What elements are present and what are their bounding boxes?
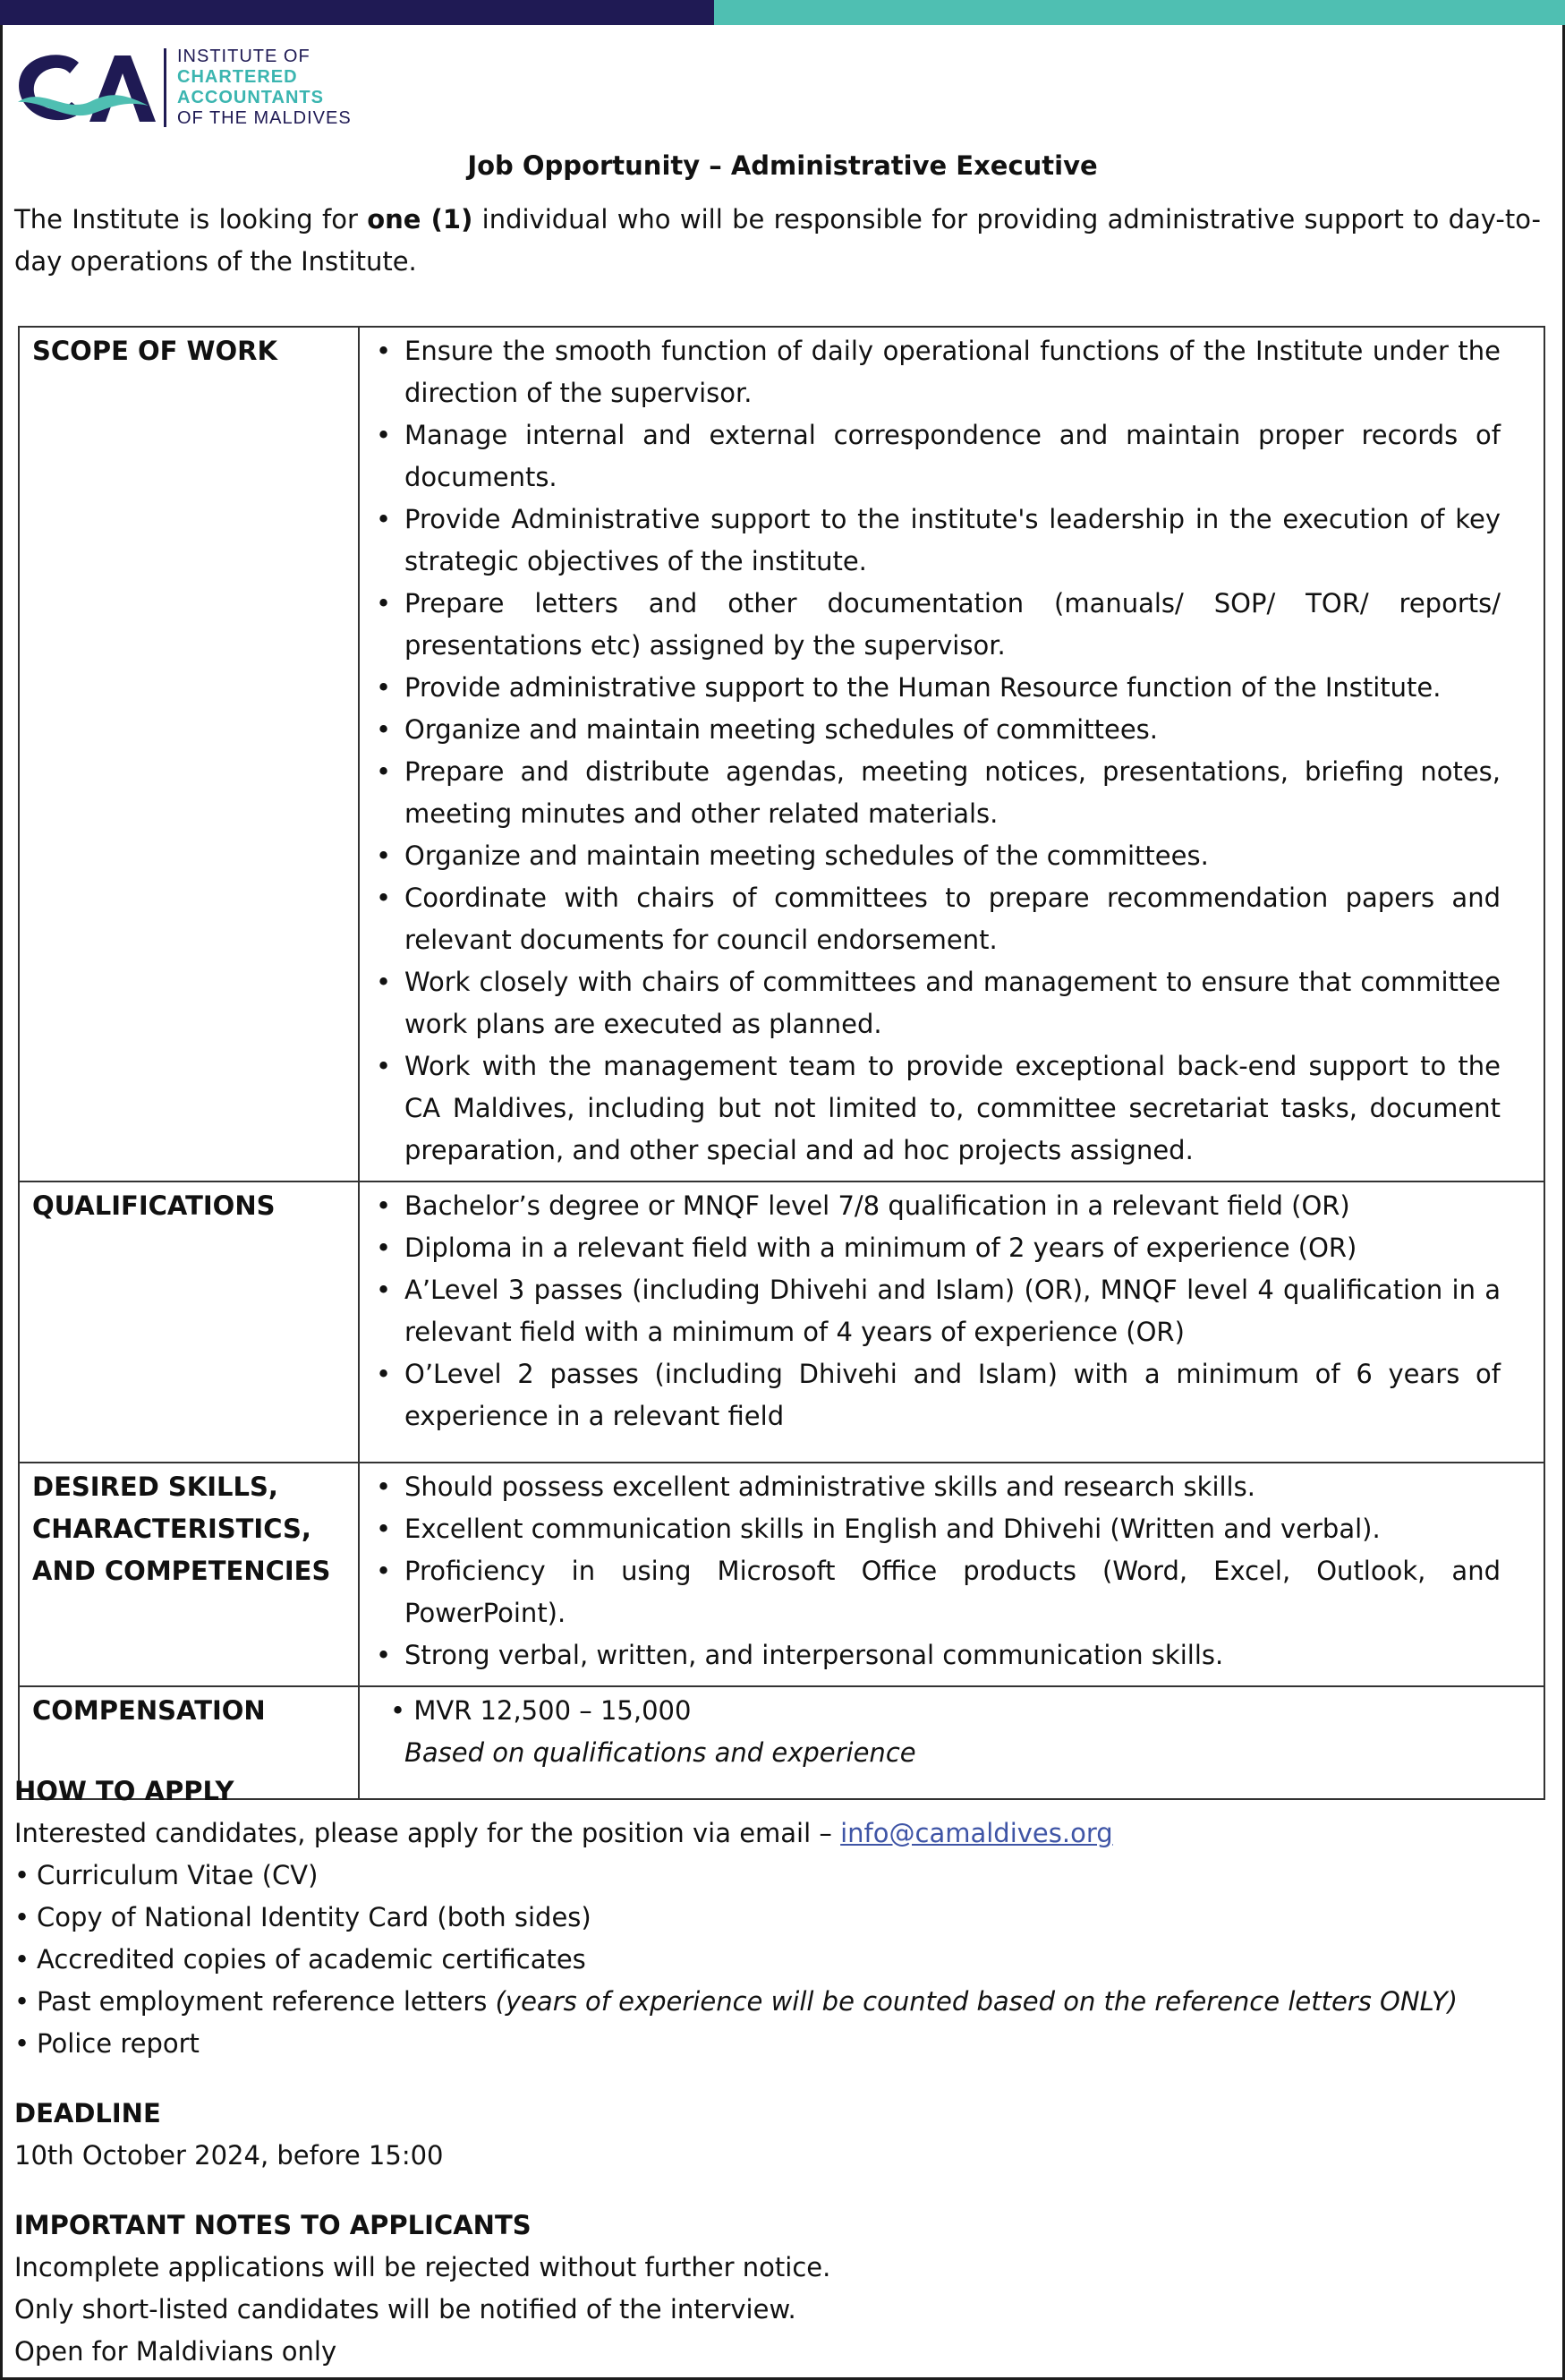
note-line: Incomplete applications will be rejected without further notice. [14, 2252, 831, 2282]
skills-label-line: AND COMPETENCIES [32, 1556, 331, 1586]
list-item: • Strong verbal, written, and interpersonal communication skills. [404, 1634, 1501, 1676]
note-line: Only short-listed candidates will be notified of the interview. [14, 2294, 796, 2325]
logo-line-1: INSTITUTE OF [177, 47, 310, 66]
list-item: • Excellent communication skills in English and Dhivehi (Written and verbal). [404, 1508, 1501, 1550]
skills-label-line: CHARACTERISTICS, [32, 1514, 311, 1544]
list-item: • A’Level 3 passes (including Dhivehi and Islam) (OR), MNQF level 4 qualification in a relevant field with a minimum of 4 years of experience (OR) [404, 1269, 1501, 1353]
list-item: • Accredited copies of academic certificates [37, 1939, 1544, 1981]
skills-list [372, 1466, 1501, 1676]
intro-count: one (1) [367, 204, 473, 235]
deadline-text: 10th October 2024, before 15:00 [14, 2140, 444, 2171]
skills-label [19, 1463, 359, 1686]
compensation-amount-text: MVR 12,500 – 15,000 [413, 1695, 692, 1726]
logo-line-3: ACCOUNTANTS [177, 88, 324, 107]
list-item: • Manage internal and external correspondence and maintain proper records of documents. [404, 414, 1501, 499]
page-title: Job Opportunity – Administrative Executive [467, 150, 1098, 181]
skills-body [359, 1463, 1544, 1686]
qualifications-row [19, 1181, 1544, 1463]
intro-paragraph [14, 199, 1541, 283]
list-item: • Work with the management team to provide exceptional back-end support to the CA Maldives, including but not limited to, committee secretariat tasks, document preparation, and other special and ad hoc projects assigned. [404, 1045, 1501, 1172]
logo-wordmark [177, 47, 352, 129]
list-item: • Should possess excellent administrative skills and research skills. [404, 1466, 1501, 1508]
how-to-apply-heading: HOW TO APPLY [14, 1776, 234, 1806]
ca-logo-mark-icon [14, 47, 157, 129]
email-link[interactable]: info@camaldives.org [840, 1818, 1113, 1848]
skills-row [19, 1463, 1544, 1686]
list-item: • Police report [37, 2023, 1544, 2065]
apply-instruction [14, 1813, 1544, 1855]
header-bar-navy [0, 0, 714, 25]
scope-row [19, 327, 1544, 1181]
list-item [37, 1981, 1544, 2023]
list-item: • Curriculum Vitae (CV) [37, 1855, 1544, 1897]
list-item: • Bachelor’s degree or MNQF level 7/8 qualification in a relevant field (OR) [404, 1185, 1501, 1227]
list-item: • Organize and maintain meeting schedules of committees. [404, 709, 1501, 751]
list-item: • Provide administrative support to the Human Resource function of the Institute. [404, 667, 1501, 709]
logo-line-4: OF THE MALDIVES [177, 108, 352, 128]
scope-body [359, 327, 1544, 1181]
ca-logo [14, 45, 363, 131]
list-item: • Diploma in a relevant field with a minimum of 2 years of experience (OR) [404, 1227, 1501, 1269]
header-bar-teal [714, 0, 1565, 25]
list-item: • Organize and maintain meeting schedules of the committees. [404, 835, 1501, 877]
doc-text: Past employment reference letters [37, 1986, 496, 2017]
scope-label: SCOPE OF WORK [19, 327, 359, 1181]
list-item: • Prepare and distribute agendas, meeting notices, presentations, briefing notes, meeting minutes and other related materials. [404, 751, 1501, 835]
list-item: • Proficiency in using Microsoft Office products (Word, Excel, Outlook, and PowerPoint). [404, 1550, 1501, 1634]
scope-list [372, 330, 1501, 1172]
deadline-heading: DEADLINE [14, 2098, 161, 2128]
qualifications-list [372, 1185, 1501, 1437]
job-spec-table [18, 326, 1545, 1800]
list-item: • Work closely with chairs of committees and management to ensure that committee work plans are executed as planned. [404, 961, 1501, 1045]
reference-note: (years of experience will be counted based on the reference letters ONLY) [495, 1986, 1458, 2017]
notes-heading: IMPORTANT NOTES TO APPLICANTS [14, 2210, 532, 2240]
compensation-note: Based on qualifications and experience [404, 1737, 916, 1768]
application-info [14, 1770, 1544, 2373]
list-item: • O’Level 2 passes (including Dhivehi and Islam) with a minimum of 6 years of experience in a relevant field [404, 1353, 1501, 1437]
list-item: • Provide Administrative support to the institute's leadership in the execution of key strategic objectives of the institute. [404, 499, 1501, 583]
apply-text: Interested candidates, please apply for the position via email – [14, 1818, 841, 1848]
intro-text-after: individual who will be responsible for providing administrative support to day-to-day operations of the Institute. [14, 204, 1541, 277]
qualifications-label: QUALIFICATIONS [19, 1181, 359, 1463]
logo-divider [164, 48, 166, 127]
required-documents-list [14, 1855, 1544, 2065]
qualifications-body [359, 1181, 1544, 1463]
note-line: Open for Maldivians only [14, 2336, 337, 2367]
skills-label-line: DESIRED SKILLS, [32, 1472, 278, 1502]
compensation-amount: • MVR 12,500 – 15,000 [390, 1695, 692, 1726]
intro-text-before: The Institute is looking for [14, 204, 368, 235]
list-item: • Copy of National Identity Card (both sides) [37, 1897, 1544, 1939]
logo-line-2: CHARTERED [177, 67, 298, 87]
compensation-label: COMPENSATION [19, 1686, 359, 1799]
list-item: • Prepare letters and other documentation (manuals/ SOP/ TOR/ reports/ presentations etc) assigned by the supervisor. [404, 583, 1501, 667]
list-item: • Coordinate with chairs of committees to prepare recommendation papers and relevant documents for council endorsement. [404, 877, 1501, 961]
list-item: • Ensure the smooth function of daily operational functions of the Institute under the direction of the supervisor. [404, 330, 1501, 414]
